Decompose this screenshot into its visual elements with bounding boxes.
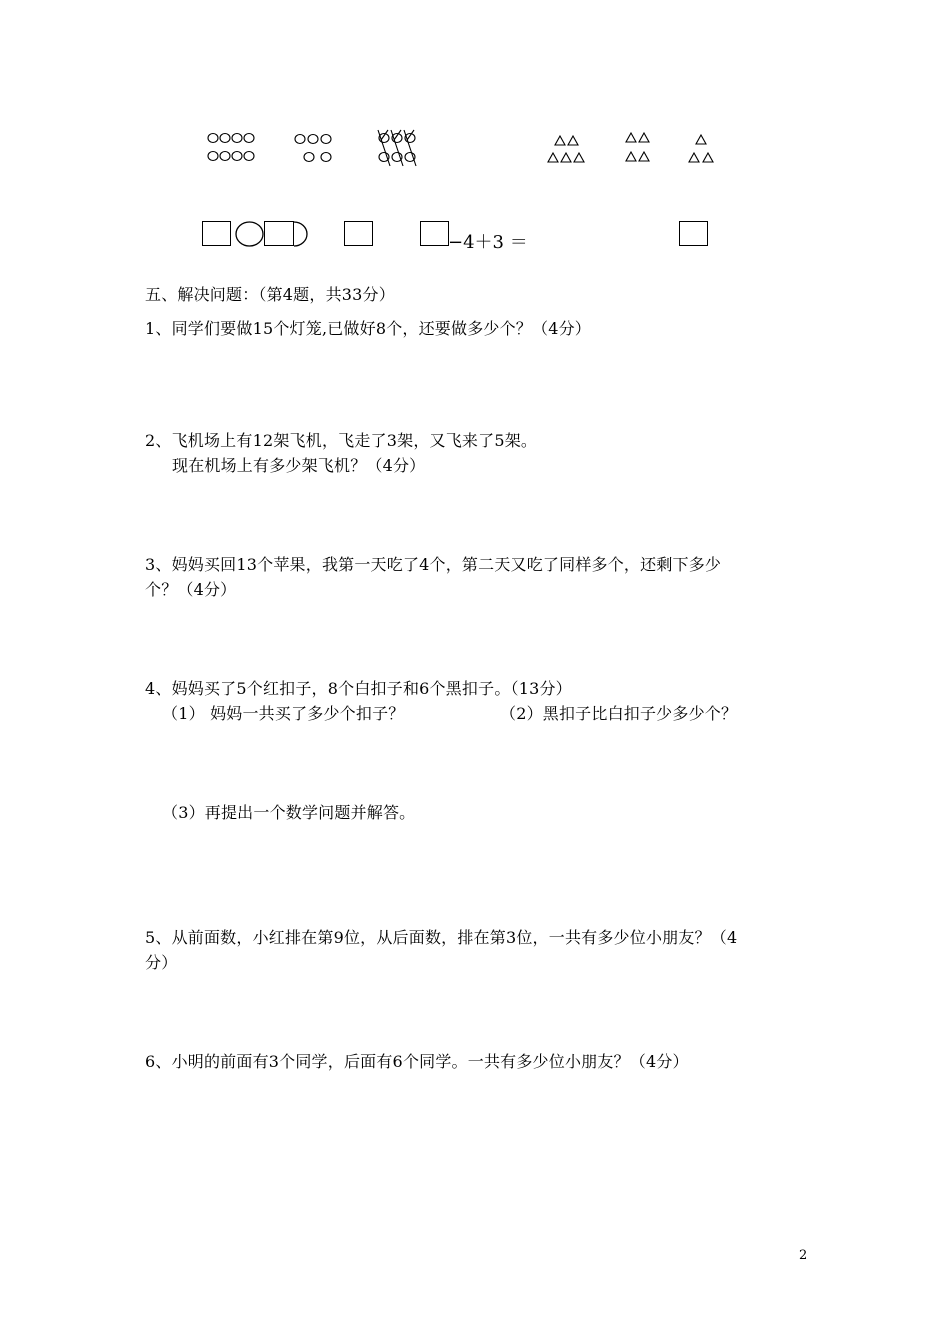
question-4-line-1: 4、妈妈买了5个红扣子，8个白扣子和6个黑扣子。（13分）: [145, 679, 572, 698]
equation-expression: −4＋3 ＝: [448, 232, 528, 253]
answer-square-1[interactable]: [202, 221, 231, 246]
triangle-group-1: [548, 136, 584, 162]
circle-groups-figure: [200, 128, 430, 168]
question-4-sub-1: （1） 妈妈一共买了多少个扣子？: [162, 704, 405, 723]
question-2-line-1: 2、飞机场上有12架飞机，飞走了3架，又飞来了5架。: [145, 431, 538, 450]
circle-group-3-crossed: [378, 130, 416, 166]
question-4-sub-2: （2）黑扣子比白扣子少多少个？: [500, 704, 738, 723]
question-4-sub-3: （3）再提出一个数学问题并解答。: [162, 803, 416, 822]
question-2-line-2: 现在机场上有多少架飞机？（4分）: [172, 456, 426, 475]
circle-group-1: [208, 134, 254, 161]
answer-square-2[interactable]: [264, 221, 294, 246]
question-3-line-1: 3、妈妈买回13个苹果，我第一天吃了4个，第二天又吃了同样多个，还剩下多少: [145, 555, 722, 574]
question-3-line-2: 个？（4分）: [145, 580, 237, 599]
triangle-groups-svg: [540, 128, 730, 168]
answer-square-3[interactable]: [344, 221, 373, 246]
triangle-group-2: [626, 133, 649, 161]
section-heading: 五、解决问题：（第4题，共33分）: [145, 285, 395, 304]
triangle-group-3: [689, 135, 713, 162]
triangle-groups-figure: [540, 128, 730, 168]
circle-group-2: [295, 135, 331, 162]
answer-square-4[interactable]: [420, 221, 449, 246]
question-5-line-1: 5、从前面数，小红排在第9位，从后面数，排在第3位，一共有多少位小朋友？（4: [145, 928, 738, 947]
question-6: 6、小明的前面有3个同学，后面有6个同学。一共有多少位小朋友？（4分）: [145, 1052, 689, 1071]
question-5-line-2: 分）: [145, 953, 178, 972]
answer-square-5[interactable]: [679, 221, 708, 246]
page-number: 2: [799, 1248, 808, 1263]
question-1: 1、同学们要做15个灯笼,已做好8个，还要做多少个？（4分）: [145, 319, 591, 338]
circle-groups-svg: [200, 128, 430, 168]
answer-circle-2-partial[interactable]: [292, 221, 316, 247]
answer-circle-1[interactable]: [235, 221, 264, 247]
